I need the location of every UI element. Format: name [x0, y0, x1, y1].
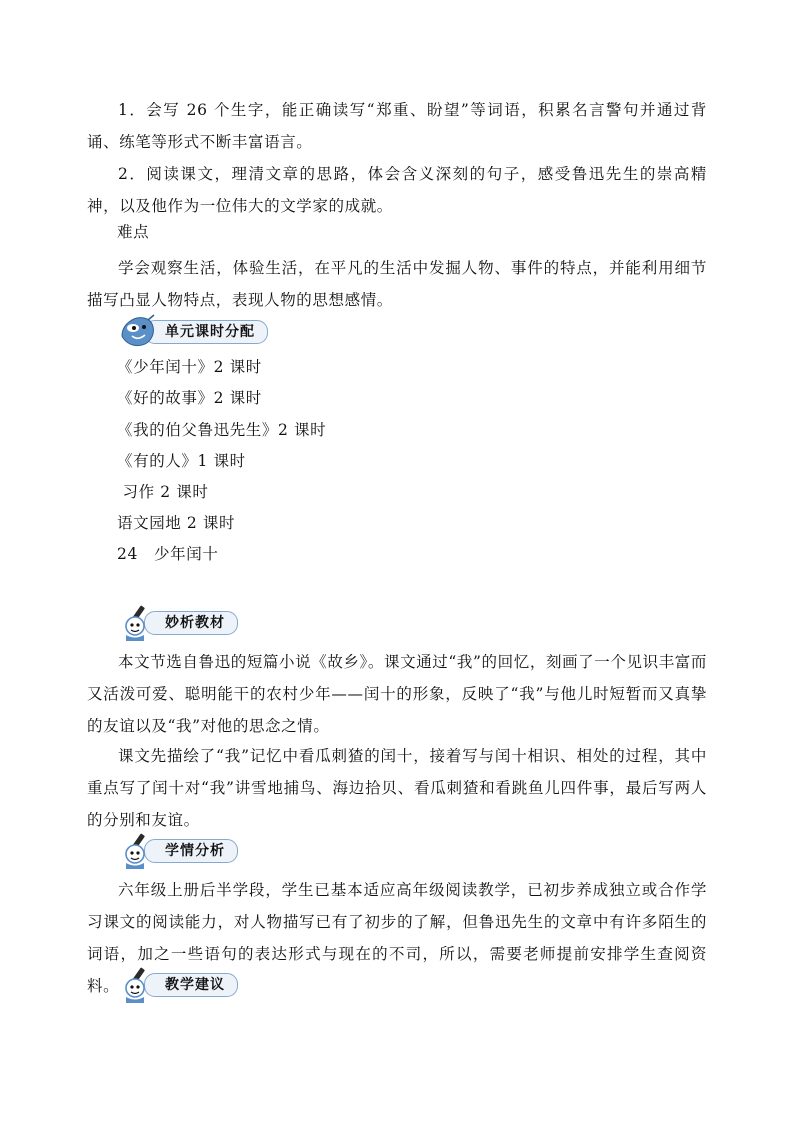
unit-hour-item: 语文园地 2 课时: [117, 514, 236, 532]
lesson-title: 24 少年闰十: [117, 545, 219, 563]
section-header-analysis: [118, 604, 238, 642]
section-title: 妙析教材: [144, 611, 238, 635]
unit-hour-item: 《有的人》1 课时: [117, 452, 246, 470]
difficulty-text: 学会观察生活，体验生活，在平凡的生活中发掘人物、事件的特点，并能利用细节描写凸显人物特点，表现人物的思想感情。: [87, 259, 707, 309]
section-title: 单元课时分配: [144, 320, 268, 344]
water-drop-mascot-icon: [118, 314, 158, 350]
goal-item-1: 1．会写 26 个生字，能正确读写“郑重、盼望”等词语，积累名言警句并通过背诵、练笔等形式不断丰富语言。: [87, 101, 707, 151]
unit-hour-item: 习作 2 课时: [117, 483, 209, 501]
pen-mascot-icon: [118, 966, 158, 1004]
unit-hour-item: 《少年闰十》2 课时: [117, 358, 262, 376]
section-header-suggestion: [118, 966, 238, 1004]
goal-item-2: 2．阅读课文，理清文章的思路，体会含义深刻的句子，感受鲁迅先生的崇高精神，以及他作为一位伟大的文学家的成就。: [87, 165, 707, 215]
section-header-unit-hours: [118, 314, 268, 350]
analysis-paragraph-1: 本文节选自鲁迅的短篇小说《故乡》。课文通过“我”的回忆，刻画了一个见识丰富而又活泼可爱、聪明能干的农村少年——闰十的形象，反映了“我”与他儿时短暂而又真挚的友谊以及“我”对他的思念之情。: [87, 653, 707, 735]
analysis-paragraph-2: 课文先描绘了“我”记忆中看瓜刺猹的闰十，接着写与闰十相识、相处的过程，其中重点写了闰十对“我”讲雪地捕鸟、海边拾贝、看瓜刺猹和看跳鱼儿四件事，最后写两人的分别和友谊。: [87, 747, 707, 829]
pen-mascot-icon: [118, 604, 158, 642]
unit-hour-item: 《我的伯父鲁迅先生》2 课时: [117, 421, 327, 439]
difficulty-label: 难点: [117, 223, 150, 241]
pen-mascot-icon: [118, 832, 158, 870]
section-title: 学情分析: [144, 839, 238, 863]
section-header-learning: [118, 832, 238, 870]
section-title: 教学建议: [144, 973, 238, 997]
unit-hour-item: 《好的故事》2 课时: [117, 389, 262, 407]
learning-paragraph-1: 六年级上册后半学段，学生已基本适应高年级阅读教学，已初步养成独立或合作学习课文的阅读能力，对人物描写已有了初步的了解，但鲁迅先生的文章中有许多陌生的词语，加之一些语句的表达形式与现在的不司，所以，需要老师提前安排学生查阅资料。: [87, 881, 707, 995]
